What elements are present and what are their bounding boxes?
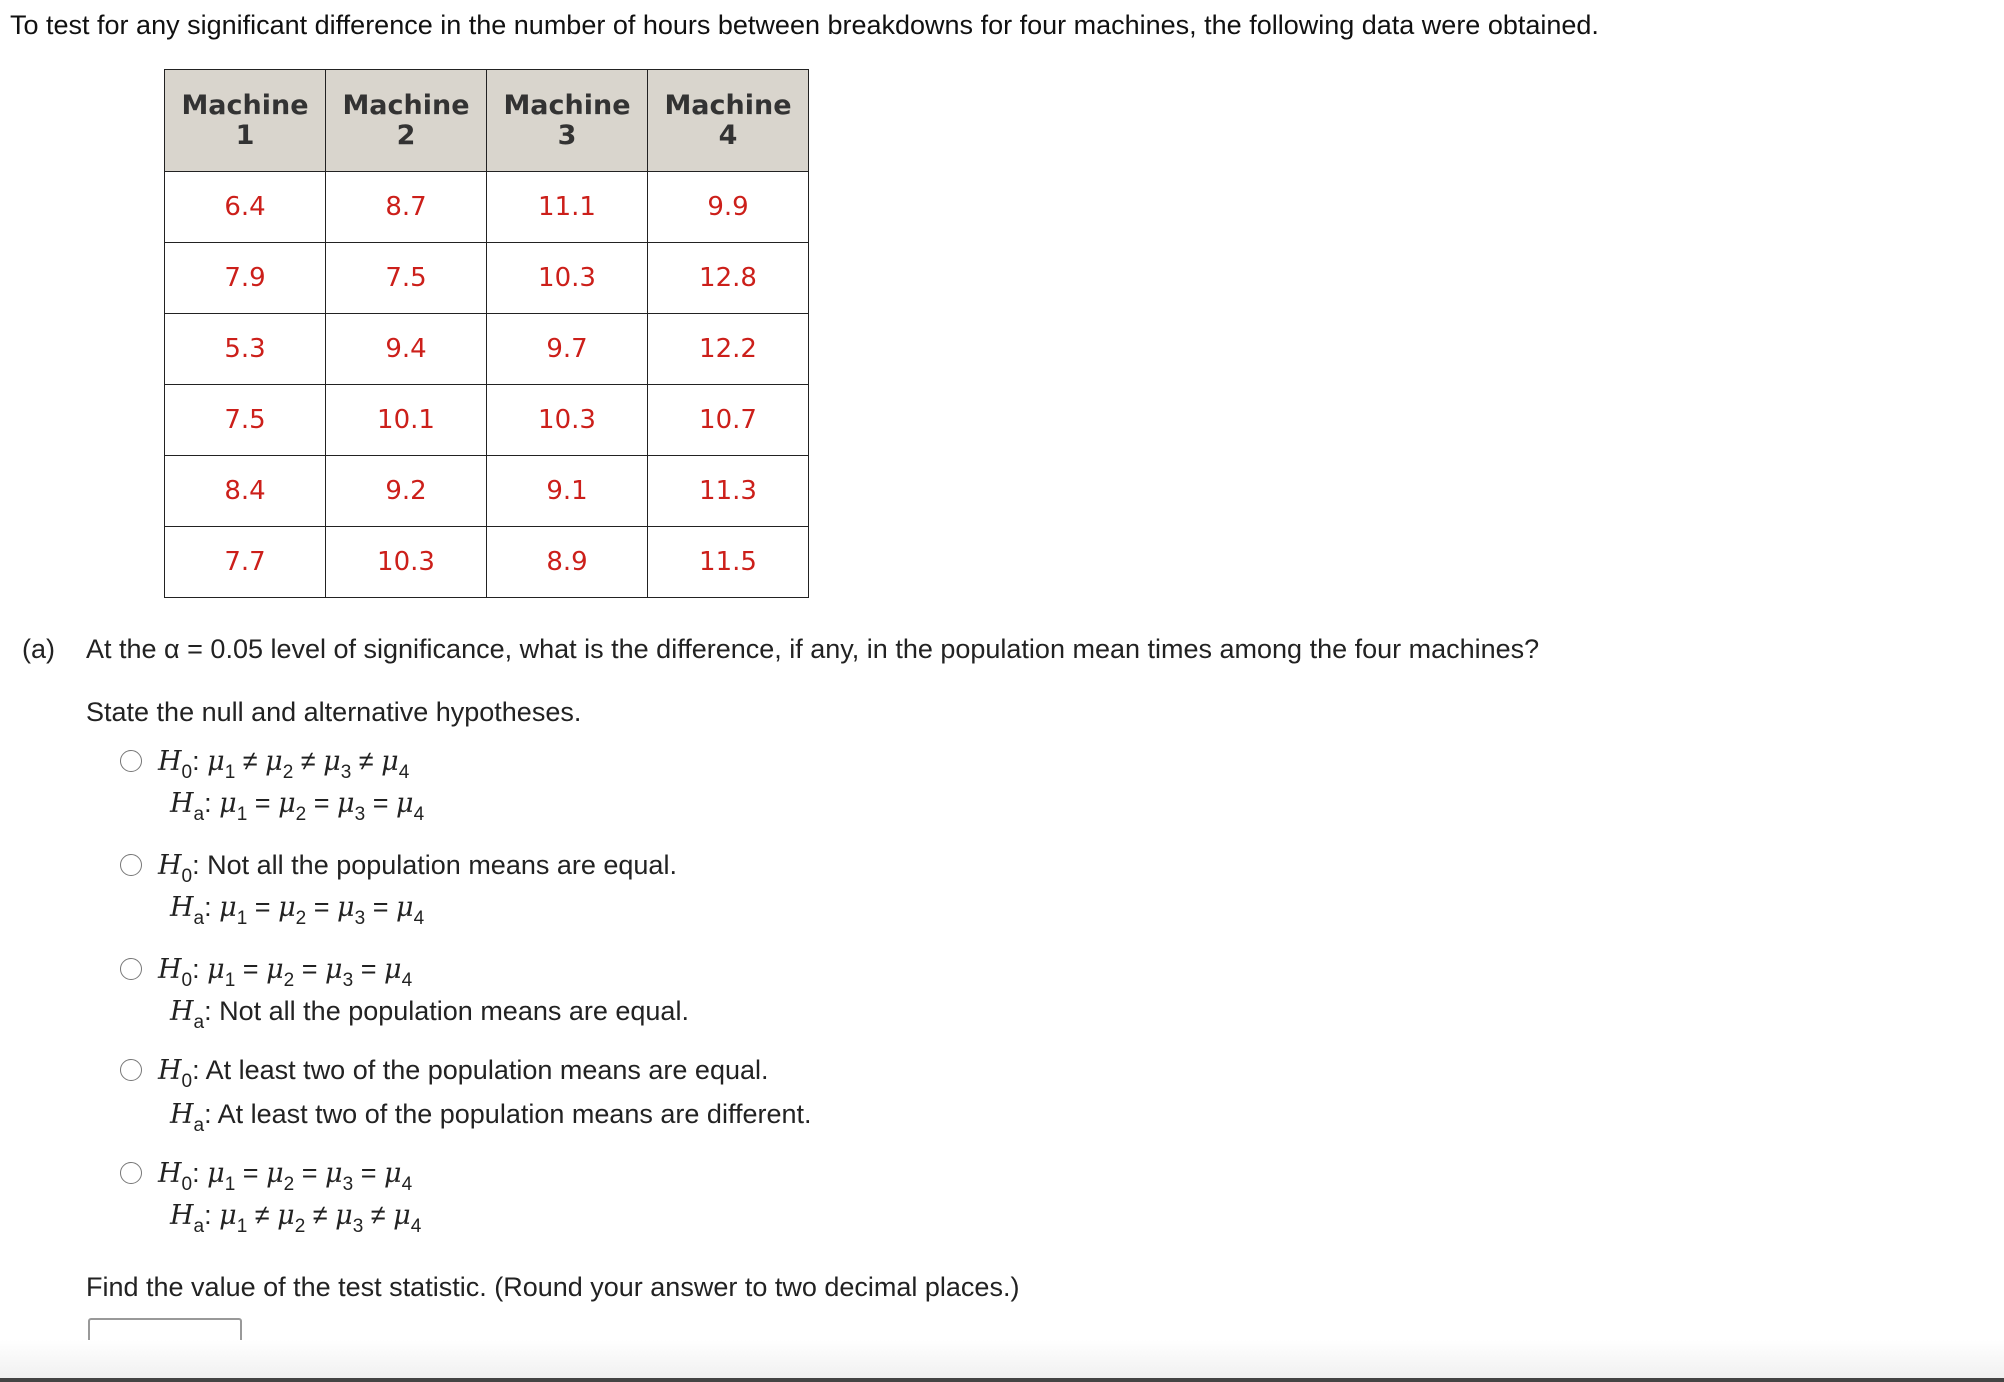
table-cell: 11.1 — [487, 172, 648, 243]
table-cell: 7.7 — [165, 527, 326, 598]
table-cell: 11.5 — [648, 527, 809, 598]
table-cell: 8.7 — [326, 172, 487, 243]
table-cell: 9.9 — [648, 172, 809, 243]
test-statistic-prompt: Find the value of the test statistic. (Round your answer to two decimal places.) — [86, 1272, 1020, 1302]
table-row — [165, 456, 809, 527]
table-cell: 6.4 — [165, 172, 326, 243]
table-row — [165, 385, 809, 456]
option-3-h0: $H_0$: $\mu_1 = \mu_2 = \mu_3 = \mu_4$ — [158, 954, 413, 991]
footer-shadow — [0, 1340, 2004, 1380]
table-cell: 9.2 — [326, 456, 487, 527]
table-cell: 10.3 — [326, 527, 487, 598]
option-4-h0: $H_0$: At least two of the population means are equal. — [158, 1055, 769, 1092]
question-text: At the α = 0.05 level of significance, what is the difference, if any, in the population mean times among the four machines? — [86, 634, 1540, 664]
footer-divider — [0, 1378, 2004, 1382]
option-1-ha: $H_a$: $\mu_1 = \mu_2 = \mu_3 = \mu_4$ — [170, 788, 425, 825]
problem-intro: To test for any significant difference in the number of hours between breakdowns for four machines, the following data were obtained. — [10, 10, 1599, 40]
header-machine-1: Machine 1 — [165, 70, 326, 172]
header-machine-3: Machine 3 — [487, 70, 648, 172]
radio-option-5[interactable] — [120, 1162, 142, 1184]
option-1-h0: $H_0$: $\mu_1 \ne \mu_2 \ne \mu_3 \ne \mu_4$ — [158, 746, 410, 783]
table-cell: 7.9 — [165, 243, 326, 314]
option-2-ha: $H_a$: $\mu_1 = \mu_2 = \mu_3 = \mu_4$ — [170, 892, 425, 929]
table-row — [165, 243, 809, 314]
data-table — [164, 69, 809, 598]
header-machine-2: Machine 2 — [326, 70, 487, 172]
radio-option-1[interactable] — [120, 750, 142, 772]
option-5-ha: $H_a$: $\mu_1 \ne \mu_2 \ne \mu_3 \ne \mu_4$ — [170, 1200, 422, 1237]
table-cell: 5.3 — [165, 314, 326, 385]
table-cell: 12.2 — [648, 314, 809, 385]
table-cell: 9.4 — [326, 314, 487, 385]
header-machine-4: Machine 4 — [648, 70, 809, 172]
option-2-h0: $H_0$: Not all the population means are equal. — [158, 850, 677, 887]
table-row — [165, 314, 809, 385]
table-row — [165, 172, 809, 243]
table-row — [165, 527, 809, 598]
table-cell: 10.7 — [648, 385, 809, 456]
table-cell: 7.5 — [165, 385, 326, 456]
table-cell: 10.1 — [326, 385, 487, 456]
table-cell: 7.5 — [326, 243, 487, 314]
part-a-question — [22, 634, 1539, 665]
table-cell: 8.9 — [487, 527, 648, 598]
hypotheses-instruction: State the null and alternative hypotheses. — [86, 697, 582, 727]
option-3-ha: $H_a$: Not all the population means are equal. — [170, 996, 689, 1033]
table-cell: 10.3 — [487, 385, 648, 456]
option-4-ha: $H_a$: At least two of the population means are different. — [170, 1099, 812, 1136]
radio-option-3[interactable] — [120, 958, 142, 980]
table-cell: 8.4 — [165, 456, 326, 527]
table-cell: 12.8 — [648, 243, 809, 314]
radio-option-4[interactable] — [120, 1059, 142, 1081]
table-cell: 9.1 — [487, 456, 648, 527]
option-5-h0: $H_0$: $\mu_1 = \mu_2 = \mu_3 = \mu_4$ — [158, 1158, 413, 1195]
table-cell: 10.3 — [487, 243, 648, 314]
radio-option-2[interactable] — [120, 854, 142, 876]
part-label: (a) — [22, 634, 55, 664]
table-cell: 11.3 — [648, 456, 809, 527]
table-cell: 9.7 — [487, 314, 648, 385]
table-header-row — [165, 70, 809, 172]
